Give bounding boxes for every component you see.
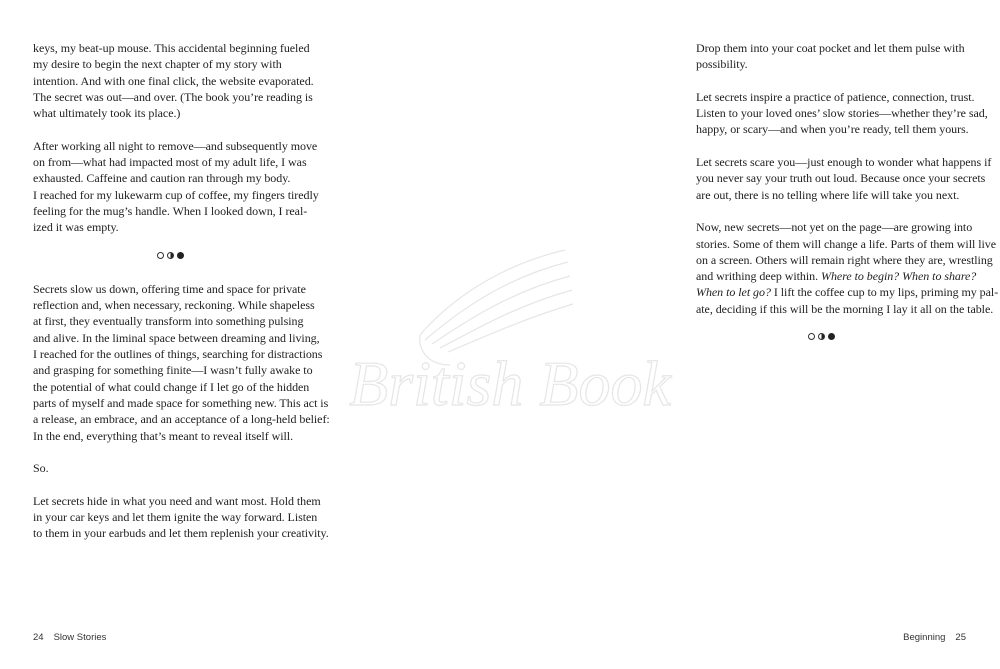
text-line: feeling for the mug’s handle. When I looked down, I real- [33,203,308,218]
text-line: intention. And with one final click, the website evaporated. [33,73,314,88]
watermark-text: British Book [349,348,671,419]
running-title: Beginning [903,632,946,643]
text-fragment: and writhing deep within. [696,269,822,284]
paragraph [696,40,986,73]
text-line: a release, an embrace, and an acceptance of a long-held belief: [33,412,330,427]
paragraph [33,40,318,121]
text-fragment: I lift the coffee cup to my lips, priming my pal- [770,285,999,300]
text-line: to them in your earbuds and let them replenish your creativity. [33,526,329,541]
text-line: Let secrets hide in what you need and want most. Hold them [33,493,321,508]
text-line: in your car keys and let them ignite the way forward. Listen [33,510,318,525]
empty-circle-icon [157,252,164,259]
text-line: Let secrets inspire a practice of patience, connection, trust. [696,89,975,104]
text-line: I reached for the outlines of things, searching for distractions [33,347,323,362]
right-page [500,0,1000,669]
text-line: I reached for my lukewarm cup of coffee, my fingers tiredly [33,187,319,202]
filled-circle-icon [177,252,184,259]
text-line: my desire to begin the next chapter of my story with [33,57,282,72]
text-line: and alive. In the liminal space between dreaming and living, [33,330,320,345]
text-line: you never say your truth out loud. Because once your secrets [696,171,986,186]
half-circle-icon [167,252,174,259]
text-line: Listen to your loved ones’ slow stories—whether they’re sad, [696,106,988,121]
half-circle-icon [818,333,825,340]
text-line: In the end, everything that’s meant to reveal itself will. [33,428,294,443]
text-line: So. [33,461,49,476]
paragraph [33,460,318,476]
text-line: parts of myself and made space for something new. This act is [33,395,329,410]
text-line: After working all night to remove—and subsequently move [33,138,318,153]
text-line [696,284,999,300]
text-line: are out, there is no telling where life will take you next. [696,187,960,202]
text-line: ate, deciding if this will be the morning I lay it all on the table. [696,301,994,316]
text-line: possibility. [696,57,748,72]
paragraph [33,281,330,444]
text-line: Secrets slow us down, offering time and space for private [33,281,306,296]
running-title: Slow Stories [53,632,107,643]
section-divider-ornament [33,252,308,259]
text-line: Let secrets scare you—just enough to wonder what happens if [696,155,992,170]
text-line: on a screen. Others will remain right where they are, wrestling [696,252,993,267]
text-line: stories. Some of them will change a life. Parts of them will live [696,236,997,251]
page-number: 24 [33,632,44,643]
text-line: The secret was out—and over. (The book you’re reading is [33,89,313,104]
text-line: ized it was empty. [33,220,119,235]
text-line: and grasping for something finite—I wasn’t fully awake to [33,363,313,378]
text-line: the potential of what could change if I let go of the hidden [33,379,310,394]
paragraph [696,219,999,317]
text-line: reflection and, when necessary, reckoning. While shapeless [33,298,315,313]
paragraph [696,89,986,138]
paragraph [33,138,318,236]
text-line: happy, or scary—and when you’re ready, tell them yours. [696,122,969,137]
text-line: what ultimately took its place.) [33,106,181,121]
italic-text: Where to begin? When to share? [821,269,977,284]
section-divider-ornament [696,333,946,340]
text-line: exhausted. Caffeine and caution ran through my body. [33,171,291,186]
text-line: Now, new secrets—not yet on the page—are growing into [696,220,973,235]
left-page-footer [33,632,106,643]
text-line: keys, my beat-up mouse. This accidental beginning fueled [33,41,310,55]
left-text-column [33,40,330,558]
right-page-footer [903,632,966,643]
text-line: at first, they eventually transform into something pulsing [33,314,304,329]
filled-circle-icon [828,333,835,340]
right-text-column [696,40,999,362]
text-line: Drop them into your coat pocket and let them pulse with [696,41,965,55]
empty-circle-icon [808,333,815,340]
page-number: 25 [955,632,966,643]
paragraph [696,154,992,203]
text-line [696,268,986,284]
text-line: on from—what had impacted most of my adult life, I was [33,155,307,170]
paragraph [33,493,329,542]
italic-text: When to let go? [696,285,771,300]
